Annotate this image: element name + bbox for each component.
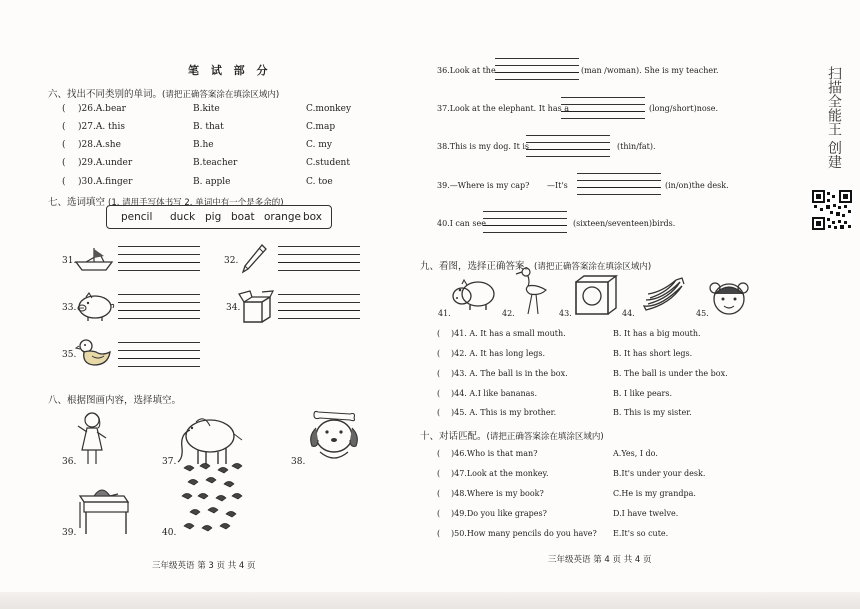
answer-line bbox=[495, 79, 579, 80]
q27-option-b: B. that bbox=[193, 122, 224, 132]
q27-paren[interactable]: ( bbox=[62, 122, 66, 132]
q30-option-b: B. apple bbox=[193, 177, 231, 187]
section-6-title: 六、找出不同类别的单词。 bbox=[48, 89, 163, 100]
match-option-e: E.It's so cute. bbox=[613, 529, 669, 538]
crane-bird-icon bbox=[516, 266, 550, 316]
q26-option-b: B.kite bbox=[193, 104, 220, 114]
q44-option-a: )44. A.I like bananas. bbox=[451, 389, 538, 398]
scanner-watermark-text: 扫描全能王 创建 bbox=[826, 66, 842, 169]
answer-line bbox=[526, 142, 610, 143]
answer-line[interactable] bbox=[483, 225, 567, 226]
answer-line bbox=[118, 254, 200, 255]
section-title: 笔 试 部 分 bbox=[188, 64, 272, 77]
q47-question: )47.Look at the monkey. bbox=[451, 469, 549, 478]
q31-number: 31. bbox=[62, 256, 77, 266]
q43-option-b: B. The ball is under the box. bbox=[613, 369, 728, 378]
section-6-heading bbox=[48, 86, 279, 100]
answer-line[interactable] bbox=[278, 262, 360, 263]
answer-line[interactable] bbox=[278, 310, 360, 311]
bananas-icon bbox=[640, 278, 688, 314]
answer-line bbox=[278, 246, 360, 247]
q29-paren[interactable]: ( bbox=[62, 158, 66, 168]
pig-icon bbox=[74, 292, 116, 322]
answer-line bbox=[278, 294, 360, 295]
q42-paren[interactable]: ( bbox=[437, 349, 441, 358]
answer-line bbox=[118, 246, 200, 247]
match-option-b: B.It's under your desk. bbox=[613, 469, 706, 478]
answer-line bbox=[577, 173, 661, 174]
q29-option-c: C.student bbox=[306, 158, 350, 168]
q45-paren[interactable]: ( bbox=[437, 408, 441, 417]
answer-line bbox=[483, 218, 567, 219]
q39-answer-start: —It's bbox=[547, 181, 568, 190]
q32-number: 32. bbox=[224, 256, 239, 266]
q44-number: 44. bbox=[622, 309, 635, 318]
q34-number: 34. bbox=[226, 303, 241, 313]
q40-number: 40. bbox=[162, 528, 177, 538]
answer-line bbox=[278, 254, 360, 255]
word-bank-item: pencil bbox=[121, 211, 153, 223]
answer-line bbox=[483, 232, 567, 233]
scan-edge bbox=[0, 592, 860, 609]
q26-option-c: C.monkey bbox=[306, 104, 352, 114]
match-option-c: C.He is my grandpa. bbox=[613, 489, 696, 498]
q27-option-c: C.map bbox=[306, 122, 336, 132]
q30-paren[interactable]: ( bbox=[62, 177, 66, 187]
q41-option-b: B. It has a big mouth. bbox=[613, 329, 701, 338]
pencil-icon bbox=[240, 243, 268, 275]
q45-option-b: B. This is my sister. bbox=[613, 408, 692, 417]
answer-line bbox=[526, 135, 610, 136]
q27-option-a: )27.A. this bbox=[78, 122, 125, 132]
girl-face-icon bbox=[708, 276, 750, 318]
q43-paren[interactable]: ( bbox=[437, 369, 441, 378]
section-9-title: 九、看图，选择正确答案。 bbox=[420, 261, 535, 272]
q42-option-a: )42. A. It has long legs. bbox=[451, 349, 545, 358]
qr-code-icon bbox=[812, 190, 852, 230]
q37-number: 37. bbox=[162, 457, 177, 467]
q40-sentence-end: (sixteen/seventeen)birds. bbox=[573, 219, 676, 228]
answer-line bbox=[561, 104, 645, 105]
birds-icon bbox=[180, 462, 246, 538]
answer-line bbox=[118, 302, 200, 303]
answer-line bbox=[577, 180, 661, 181]
answer-line bbox=[278, 318, 360, 319]
answer-line bbox=[118, 342, 200, 343]
q38-number: 38. bbox=[291, 457, 306, 467]
answer-line[interactable] bbox=[526, 149, 610, 150]
q44-option-b: B. I like pears. bbox=[613, 389, 673, 398]
q50-paren[interactable]: ( bbox=[437, 529, 441, 538]
word-bank-item: boat bbox=[231, 211, 255, 223]
q29-option-b: B.teacher bbox=[193, 158, 238, 168]
answer-line bbox=[483, 211, 567, 212]
q41-number: 41. bbox=[438, 309, 451, 318]
desk-with-cap-icon bbox=[76, 480, 132, 536]
q37-sentence-start: 37.Look at the elephant. It has a bbox=[437, 104, 570, 113]
q33-number: 33. bbox=[62, 303, 77, 313]
ball-in-box-icon bbox=[574, 274, 618, 316]
q50-question: )50.How many pencils do you have? bbox=[451, 529, 597, 538]
q30-option-a: )30.A.finger bbox=[78, 177, 133, 187]
answer-line bbox=[278, 302, 360, 303]
answer-line bbox=[278, 270, 360, 271]
section-8-heading: 八、根据图画内容，选择填空。 bbox=[48, 395, 182, 406]
answer-line bbox=[495, 65, 579, 66]
section-6-note: (请把正确答案涂在填涂区域内) bbox=[162, 90, 280, 100]
right-page-footer: 三年级英语 第 4 页 共 4 页 bbox=[548, 555, 652, 565]
q46-paren[interactable]: ( bbox=[437, 449, 441, 458]
woman-teacher-icon bbox=[76, 410, 110, 468]
q47-paren[interactable]: ( bbox=[437, 469, 441, 478]
word-bank-item: duck bbox=[170, 211, 196, 223]
match-option-a: A.Yes, I do. bbox=[613, 449, 658, 458]
q28-option-a: )28.A.she bbox=[78, 140, 121, 150]
answer-line bbox=[561, 97, 645, 98]
q28-option-c: C. my bbox=[306, 140, 332, 150]
q43-option-a: )43. A. The ball is in the box. bbox=[451, 369, 568, 378]
q35-number: 35. bbox=[62, 350, 77, 360]
section-7-note: (1. 请用手写体书写 2. 单词中有一个是多余的) bbox=[108, 198, 284, 208]
dog-icon bbox=[306, 406, 362, 468]
answer-line[interactable] bbox=[495, 72, 579, 73]
q38-sentence-start: 38.This is my dog. It is bbox=[437, 142, 529, 151]
q28-option-b: B.he bbox=[193, 140, 214, 150]
answer-line bbox=[577, 194, 661, 195]
q36-sentence-start: 36.Look at the bbox=[437, 66, 496, 75]
q48-question: )48.Where is my book? bbox=[451, 489, 544, 498]
left-page-footer: 三年级英语 第 3 页 共 4 页 bbox=[152, 561, 256, 571]
q49-paren[interactable]: ( bbox=[437, 509, 441, 518]
q28-paren[interactable]: ( bbox=[62, 140, 66, 150]
box-icon bbox=[238, 290, 274, 324]
answer-line[interactable] bbox=[561, 111, 645, 112]
q43-number: 43. bbox=[559, 309, 572, 318]
q26-option-a: )26.A.bear bbox=[78, 104, 126, 114]
section-10-title: 十、对话匹配。 bbox=[420, 431, 487, 442]
duck-icon bbox=[76, 338, 112, 368]
boat-icon bbox=[74, 246, 114, 272]
q30-option-c: C. toe bbox=[306, 177, 333, 187]
elephant-icon bbox=[176, 412, 246, 468]
answer-line[interactable] bbox=[118, 358, 200, 359]
q36-sentence-end: (man /woman). She is my teacher. bbox=[581, 66, 719, 75]
answer-line bbox=[118, 270, 200, 271]
q36-number: 36. bbox=[62, 457, 77, 467]
section-10-note: (请把正确答案涂在填涂区域内) bbox=[486, 432, 604, 442]
word-bank bbox=[106, 205, 332, 229]
q49-question: )49.Do you like grapes? bbox=[451, 509, 547, 518]
q45-option-a: )45. A. This is my brother. bbox=[451, 408, 557, 417]
q39-number: 39. bbox=[62, 528, 77, 538]
answer-line[interactable] bbox=[577, 187, 661, 188]
q39-question: 39.—Where is my cap? bbox=[437, 181, 530, 190]
match-option-d: D.I have twelve. bbox=[613, 509, 679, 518]
q42-option-b: B. It has short legs. bbox=[613, 349, 693, 358]
answer-line bbox=[118, 350, 200, 351]
section-9-note: (请把正确答案涂在填涂区域内) bbox=[534, 262, 652, 272]
hippo-icon bbox=[452, 276, 496, 312]
answer-line[interactable] bbox=[118, 262, 200, 263]
section-10-heading bbox=[420, 428, 604, 442]
q41-paren[interactable]: ( bbox=[437, 329, 441, 338]
answer-line bbox=[118, 366, 200, 367]
q44-paren[interactable]: ( bbox=[437, 389, 441, 398]
q39-sentence-end: (in/on)the desk. bbox=[665, 181, 729, 190]
q29-option-a: )29.A.under bbox=[78, 158, 133, 168]
q41-option-a: )41. A. It has a small mouth. bbox=[451, 329, 566, 338]
q37-sentence-end: (long/short)nose. bbox=[649, 104, 719, 113]
answer-line bbox=[561, 118, 645, 119]
q45-number: 45. bbox=[696, 309, 709, 318]
q42-number: 42. bbox=[502, 309, 515, 318]
answer-line bbox=[118, 294, 200, 295]
answer-line bbox=[118, 318, 200, 319]
word-bank-item: orange bbox=[264, 211, 301, 223]
answer-line[interactable] bbox=[118, 310, 200, 311]
word-bank-item: box bbox=[303, 211, 322, 223]
word-bank-item: pig bbox=[205, 211, 222, 223]
section-7-title: 七、选词填空 bbox=[48, 197, 106, 208]
answer-line bbox=[526, 156, 610, 157]
answer-line bbox=[495, 58, 579, 59]
q40-sentence-start: 40.I can see bbox=[437, 219, 486, 228]
q38-sentence-end: (thin/fat). bbox=[617, 142, 656, 151]
q46-question: )46.Who is that man? bbox=[451, 449, 538, 458]
q48-paren[interactable]: ( bbox=[437, 489, 441, 498]
q26-paren[interactable]: ( bbox=[62, 104, 66, 114]
